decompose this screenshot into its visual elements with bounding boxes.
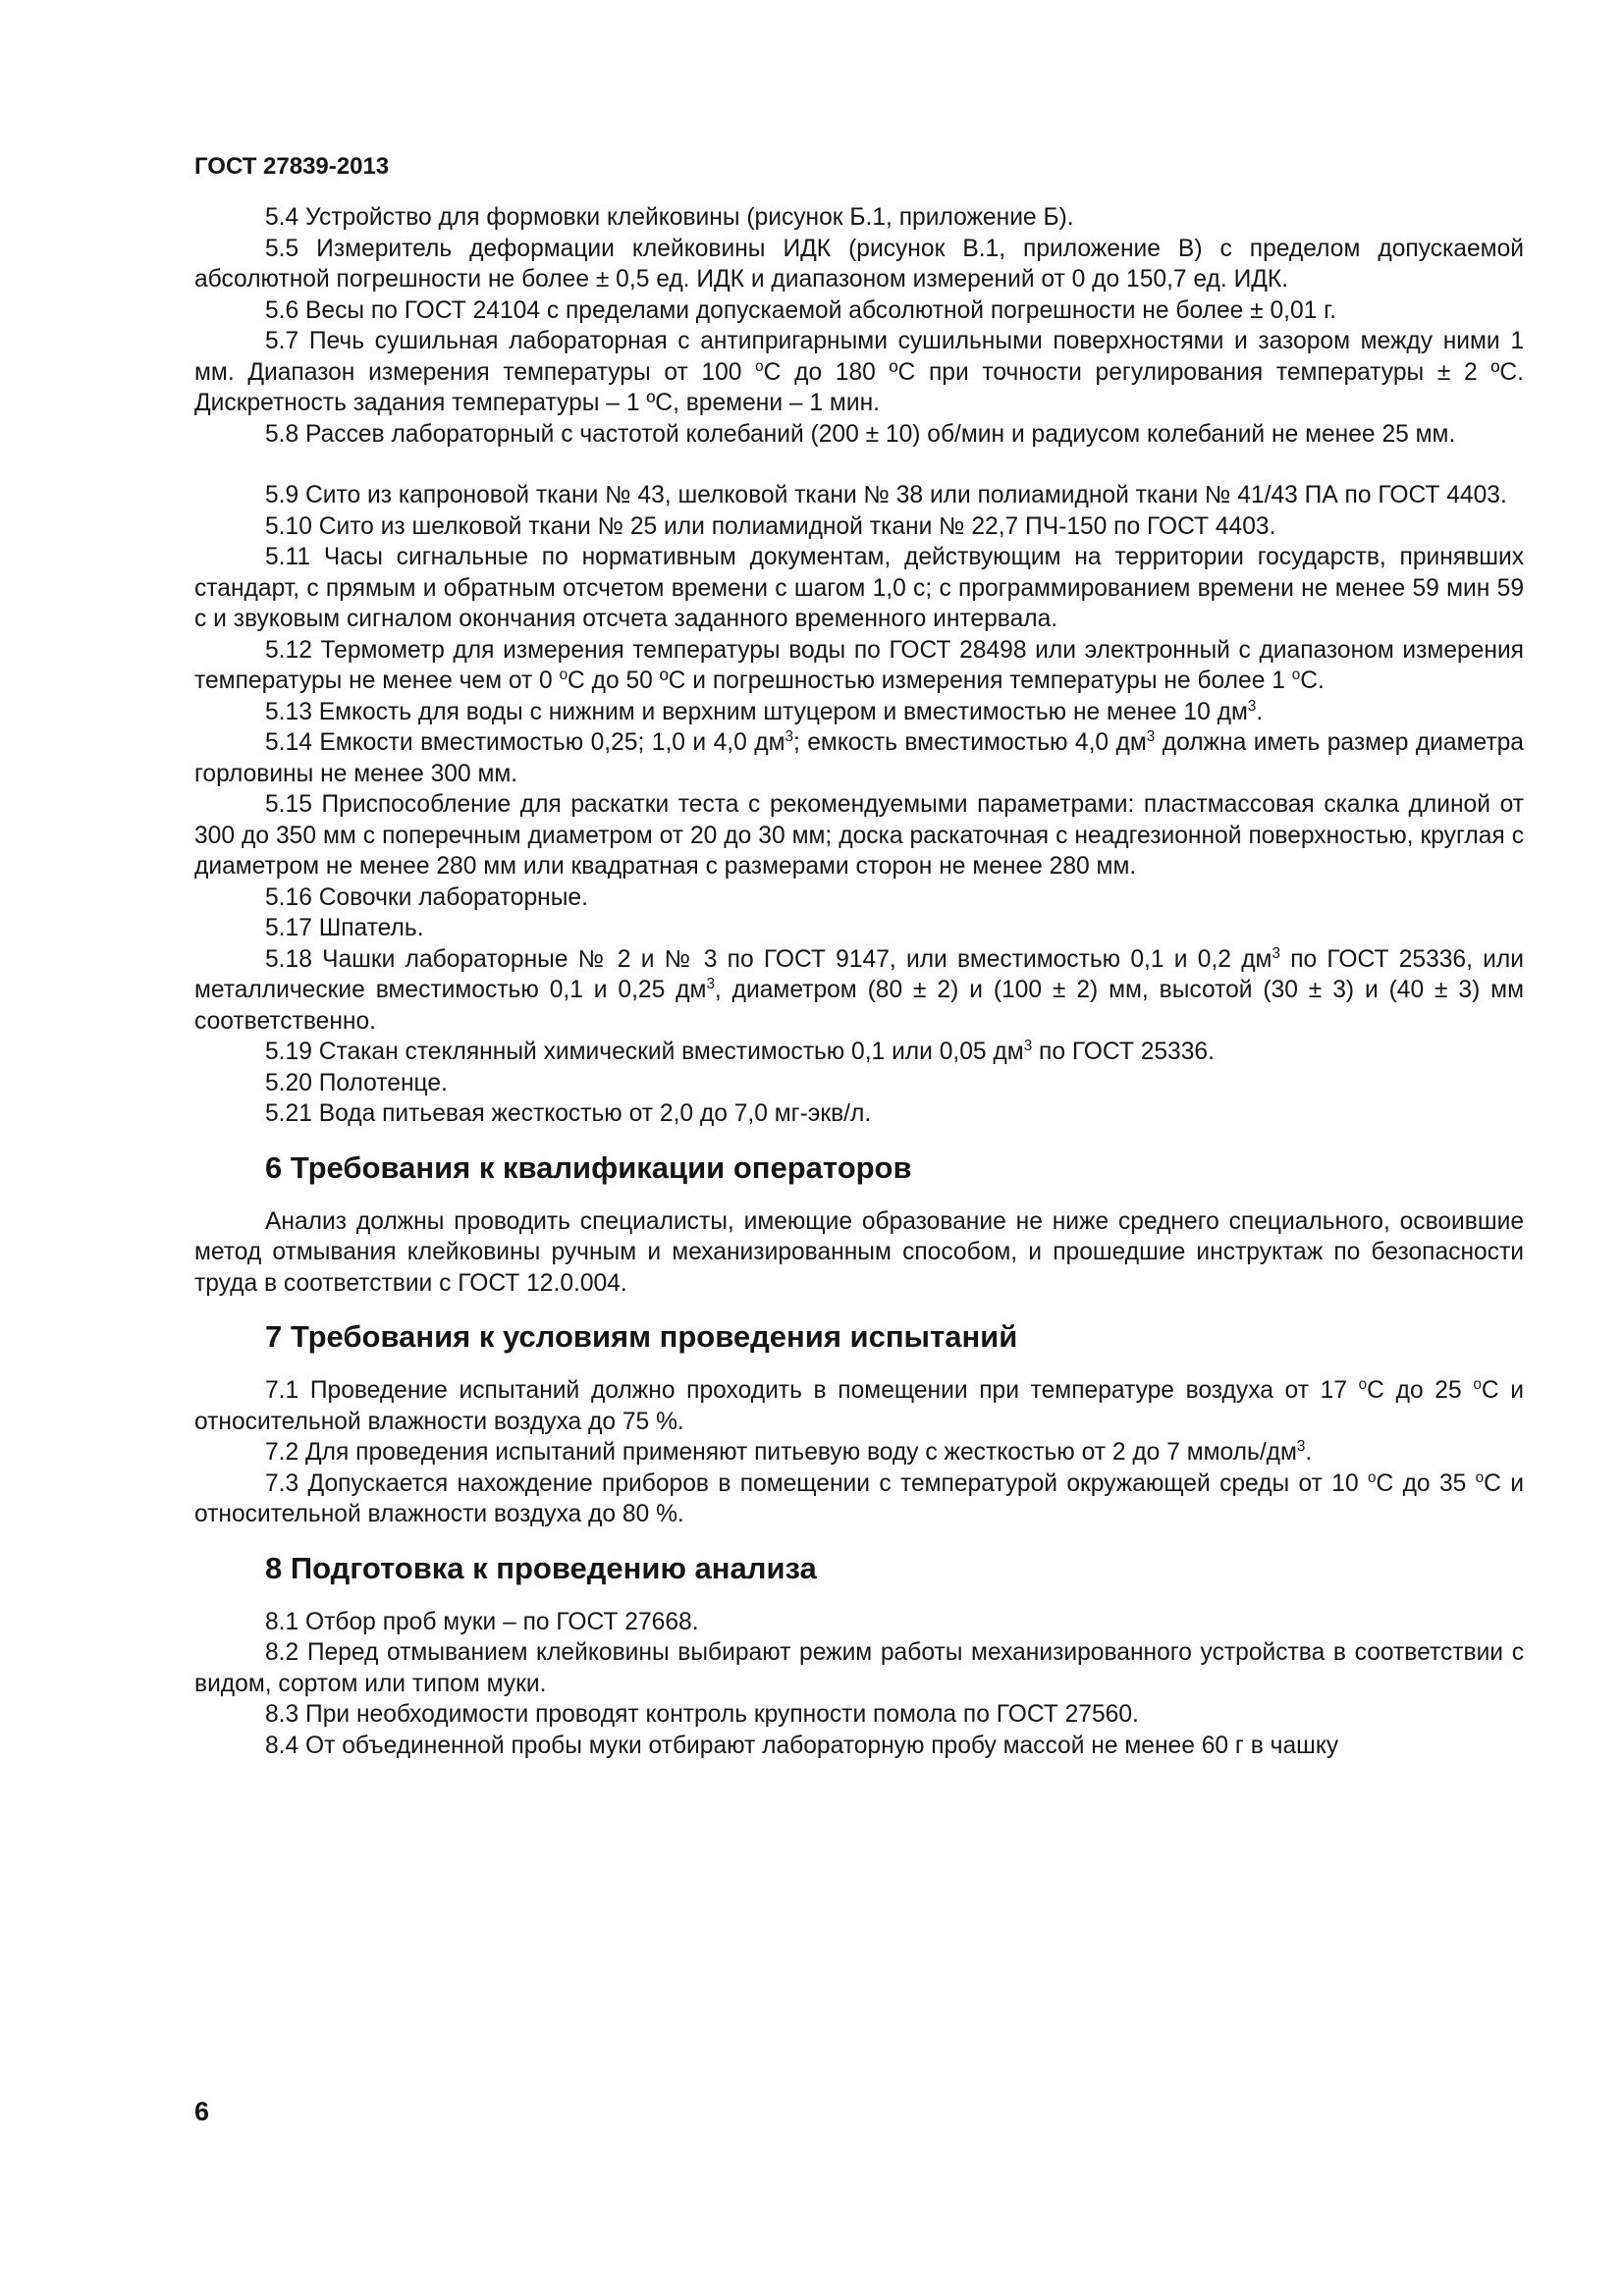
degree-mark: o	[559, 666, 568, 683]
cube-mark: 3	[1296, 1437, 1306, 1455]
paragraph-5-10: 5.10 Сито из шелковой ткани № 25 или полиамидной ткани № 22,7 ПЧ-150 по ГОСТ 4403.	[265, 512, 1276, 540]
paragraph-7-2	[194, 1437, 1524, 1468]
text-segment: 5.13 Емкость для воды с нижним и верхним штуцером и вместимостью не менее 10 дм	[265, 698, 1248, 725]
paragraph-5-11: 5.11 Часы сигнальные по нормативным документам, действующим на территории государств, принявших стандарт, с прямым и обратным отсчетом времени с шагом 1,0 с; с программированием времени не менее 59 мин 59 с и звуковым сигналом окончания отсчета заданного временного интервала.	[194, 544, 1524, 632]
text-segment: С.	[1300, 667, 1325, 694]
paragraph-5-9: 5.9 Сито из капроновой ткани № 43, шелковой ткани № 38 или полиамидной ткани № 41/43 ПА по ГОСТ 4403.	[265, 482, 1507, 508]
text-segment: 5.14 Емкости вместимостью 0,25; 1,0 и 4,0 дм	[265, 729, 785, 756]
section-heading-8: 8 Подготовка к проведению анализа	[265, 1550, 817, 1585]
paragraph-5-14	[194, 727, 1524, 789]
degree-mark: o	[1473, 1375, 1482, 1393]
text-segment: С до 180 ºС при точности регулирования температуры ± 2 ºС. Дискретность задания температуры – 1 ºС, времени – 1 мин.	[194, 358, 1524, 416]
paragraph-8-4: 8.4 От объединенной пробы муки отбирают лабораторную пробу массой не менее 60 г в чашку	[265, 1732, 1339, 1759]
paragraph-5-12	[194, 635, 1524, 697]
paragraph-5-15: 5.15 Приспособление для раскатки теста с рекомендуемыми параметрами: пластмассовая скалка длиной от 300 до 350 мм с поперечным диаметром от 20 до 30 мм; доска раскаточная с неадгезионной поверхностью, круглая с диаметром не менее 280 мм или квадратная с размерами сторон не менее 280 мм.	[194, 791, 1524, 880]
text-segment: 7.1 Проведение испытаний должно проходить в помещении при температуре воздуха от 17	[265, 1377, 1359, 1404]
paragraph-8-2: 8.2 Перед отмыванием клейковины выбирают режим работы механизированного устройства в соответствии с видом, сортом или типом муки.	[194, 1639, 1524, 1697]
document-body	[194, 202, 1524, 1761]
paragraph-5-13	[194, 697, 1524, 728]
degree-mark: o	[755, 357, 764, 375]
text-segment: 5.19 Стакан стеклянный химический вместимостью 0,1 или 0,05 дм	[265, 1039, 1024, 1065]
text-segment: 7.2 Для проведения испытаний применяют питьевую воду с жесткостью от 2 до 7 ммоль/дм	[265, 1439, 1297, 1466]
paragraph-8-1: 8.1 Отбор проб муки – по ГОСТ 27668.	[265, 1608, 699, 1635]
paragraph-5-21: 5.21 Вода питьевая жесткостью от 2,0 до 7,0 мг-экв/л.	[265, 1100, 872, 1127]
text-segment: С до 25	[1367, 1377, 1474, 1404]
degree-mark: o	[1475, 1468, 1485, 1486]
paragraph-8-3: 8.3 При необходимости проводят контроль крупности помола по ГОСТ 27560.	[265, 1701, 1139, 1728]
paragraph-5-5: 5.5 Измеритель деформации клейковины ИДК (рисунок В.1, приложение В) с пределом допускаемой абсолютной погрешности не более ± 0,5 ед. ИДК и диапазоном измерений от 0 до 150,7 ед. ИДК.	[194, 235, 1524, 293]
cube-mark: 3	[706, 975, 715, 992]
paragraph-5-8: 5.8 Рассев лабораторный с частотой колебаний (200 ± 10) об/мин и радиусом колебаний не менее 25 мм.	[265, 420, 1456, 448]
paragraph-5-6: 5.6 Весы по ГОСТ 24104 с пределами допускаемой абсолютной погрешности не более ± 0,01 г.	[265, 296, 1336, 324]
text-segment: 5.12 Термометр для измерения температуры воды по ГОСТ 28498 или электронный с диапазоном измерения температуры не менее чем от 0	[194, 636, 1524, 694]
text-segment: .	[1305, 1439, 1313, 1466]
text-segment: 5.7 Печь сушильная лабораторная с антипригарными сушильными поверхностями и зазором между ними 1 мм. Диапазон измерения температуры от 100	[194, 328, 1524, 386]
paragraph-7-3	[194, 1468, 1524, 1530]
degree-mark: o	[1368, 1468, 1377, 1486]
text-segment: ; емкость вместимостью 4,0 дм	[792, 729, 1147, 756]
paragraph-7-1	[194, 1375, 1524, 1437]
text-segment: С и относительной влажности воздуха до 75 %.	[194, 1377, 1524, 1435]
cube-mark: 3	[1247, 697, 1257, 715]
paragraph-5-20: 5.20 Полотенце.	[265, 1069, 448, 1096]
cube-mark: 3	[1023, 1037, 1033, 1054]
paragraph-5-17: 5.17 Шпатель.	[265, 915, 424, 941]
text-segment: 7.3 Допускается нахождение приборов в помещении с температурой окружающей среды от 10	[265, 1469, 1368, 1497]
text-segment: должна иметь размер диаметра горловины не менее 300 мм.	[194, 729, 1524, 787]
text-segment: по ГОСТ 25336, или металлические вместимостью 0,1 и 0,25 дм	[194, 945, 1524, 1003]
cube-mark: 3	[1146, 727, 1156, 745]
text-segment: С и относительной влажности воздуха до 80 %.	[194, 1469, 1524, 1527]
text-segment: С до 50 ºС и погрешностью измерения температуры не более 1	[568, 667, 1292, 694]
paragraph-6: Анализ должны проводить специалисты, имеющие образование не ниже среднего специального, освоившие метод отмывания клейковины ручным и механизированным способом, и прошедшие инструктаж по безопасности труда в соответствии с ГОСТ 12.0.004.	[194, 1207, 1524, 1297]
degree-mark: o	[1291, 666, 1301, 683]
text-segment: по ГОСТ 25336.	[1032, 1039, 1215, 1065]
paragraph-5-18	[194, 944, 1524, 1038]
running-header: ГОСТ 27839-2013	[194, 153, 390, 180]
page-number: 6	[194, 2097, 210, 2126]
section-heading-7: 7 Требования к условиям проведения испытаний	[265, 1319, 1018, 1354]
cube-mark: 3	[785, 727, 793, 745]
paragraph-5-4: 5.4 Устройство для формовки клейковины (рисунок Б.1, приложение Б).	[265, 204, 1074, 231]
paragraph-5-19	[194, 1037, 1524, 1068]
text-segment: С до 35	[1376, 1469, 1476, 1497]
degree-mark: o	[1358, 1375, 1368, 1393]
text-segment: 5.18 Чашки лабораторные № 2 и № 3 по ГОСТ 9147, или вместимостью 0,1 и 0,2 дм	[265, 945, 1272, 973]
section-heading-6: 6 Требования к квалификации операторов	[265, 1149, 912, 1185]
cube-mark: 3	[1272, 944, 1280, 962]
paragraph-5-16: 5.16 Совочки лабораторные.	[265, 883, 588, 911]
text-segment: .	[1256, 698, 1264, 725]
paragraph-5-7	[194, 326, 1524, 419]
text-segment: , диаметром (80 ± 2) и (100 ± 2) мм, высотой (30 ± 3) и (40 ± 3) мм соответственно.	[194, 977, 1524, 1035]
